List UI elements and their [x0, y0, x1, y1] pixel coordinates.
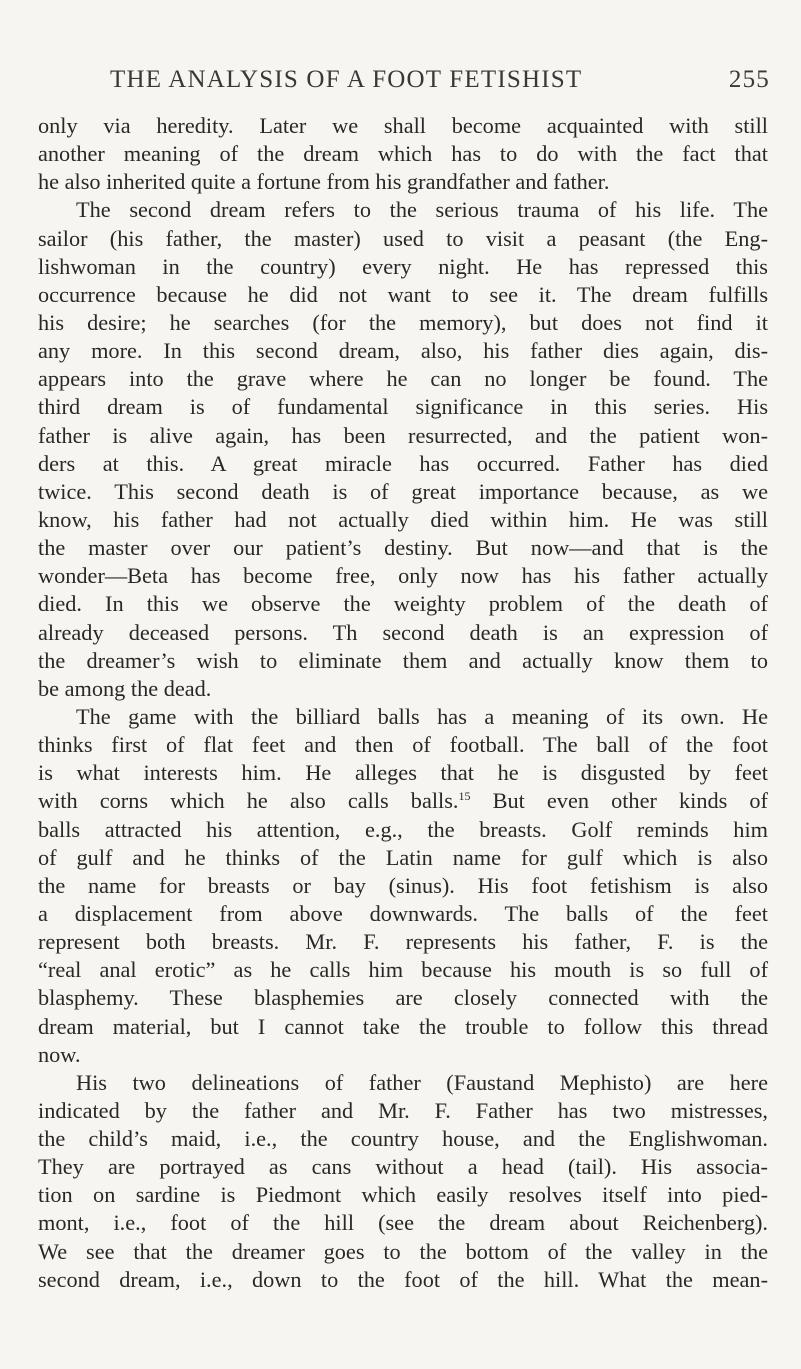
text-line-content: already deceased persons. Th second death is an expression of	[38, 619, 768, 645]
text-line-content: They are portrayed as cans without a head (tail). His associa-	[38, 1154, 768, 1180]
text-line-content: The game with the billiard balls has a meaning of its own. He	[76, 703, 768, 729]
text-line-content: thinks first of flat feet and then of football. The ball of the foot	[38, 732, 768, 758]
text-line	[38, 393, 768, 421]
text-line-content: We see that the dreamer goes to the bottom of the valley in the	[38, 1238, 768, 1264]
text-line	[38, 1266, 768, 1294]
text-line	[38, 112, 768, 140]
text-line	[38, 309, 768, 337]
text-line-content: third dream is of fundamental significance in this series. His	[38, 394, 768, 420]
text-line-content: now.	[38, 1041, 81, 1067]
text-line-content: twice. This second death is of great importance because, as we	[38, 478, 768, 504]
text-line	[38, 984, 768, 1012]
text-line	[38, 731, 768, 759]
text-line	[38, 253, 768, 281]
text-line-content: lishwoman in the country) every night. He has repressed this	[38, 253, 768, 279]
text-line	[38, 816, 768, 844]
text-line-content: be among the dead.	[38, 675, 212, 701]
text-line	[38, 590, 768, 618]
text-line-content: second dream, i.e., down to the foot of the hill. What the mean-	[38, 1266, 768, 1292]
text-line	[38, 1153, 768, 1181]
text-line	[38, 787, 768, 815]
text-line	[38, 506, 768, 534]
text-line-content: The second dream refers to the serious trauma of his life. The	[76, 197, 768, 223]
text-line-content: the name for breasts or bay (sinus). His foot fetishism is also	[38, 872, 768, 898]
text-line	[38, 1041, 768, 1069]
text-line-content: the master over our patient’s destiny. But now—and that is the	[38, 535, 768, 561]
text-line	[38, 1013, 768, 1041]
text-line	[38, 1181, 768, 1209]
text-line	[38, 450, 768, 478]
text-line	[38, 928, 768, 956]
text-line-content: a displacement from above downwards. The balls of the feet	[38, 900, 768, 926]
text-line	[38, 337, 768, 365]
text-line-content: his desire; he searches (for the memory), but does not find it	[38, 309, 768, 335]
text-line	[38, 281, 768, 309]
text-line-content: occurrence because he did not want to see it. The dream fulfills	[38, 281, 768, 307]
text-line-content: another meaning of the dream which has to do with the fact that	[38, 141, 768, 167]
text-line-content: indicated by the father and Mr. F. Father has two mistresses,	[38, 1097, 768, 1123]
text-line	[38, 900, 768, 928]
text-line-content: of gulf and he thinks of the Latin name for gulf which is also	[38, 844, 768, 870]
text-line	[38, 647, 768, 675]
text-line	[38, 703, 768, 731]
text-line	[38, 1097, 768, 1125]
text-line	[38, 619, 768, 647]
text-line-content: only via heredity. Later we shall become acquainted with still	[38, 113, 768, 138]
text-line-content: the child’s maid, i.e., the country house, and the Englishwoman.	[38, 1126, 768, 1152]
text-line	[38, 168, 768, 196]
text-line-content: is what interests him. He alleges that he is disgusted by feet	[38, 760, 768, 786]
text-line	[38, 140, 768, 168]
text-line-content: appears into the grave where he can no longer be found. The	[38, 366, 768, 392]
text-line-content: died. In this we observe the weighty problem of the death of	[38, 591, 768, 617]
text-line-content: father is alive again, has been resurrected, and the patient won-	[38, 422, 768, 448]
text-line-content: His two delineations of father (Faustand Mephisto) are here	[76, 1069, 768, 1095]
text-line-content: he also inherited quite a fortune from his grandfather and father.	[38, 169, 610, 195]
running-head	[110, 66, 770, 94]
text-line	[38, 478, 768, 506]
text-line	[38, 844, 768, 872]
text-line	[38, 872, 768, 900]
text-line-content: balls attracted his attention, e.g., the breasts. Golf reminds him	[38, 816, 768, 842]
text-line	[38, 1069, 768, 1097]
text-line	[38, 422, 768, 450]
text-line	[38, 1238, 768, 1266]
text-line	[38, 1209, 768, 1237]
text-line-content: the dreamer’s wish to eliminate them and actually know them to	[38, 647, 768, 673]
text-line-content: mont, i.e., foot of the hill (see the dream about Reichenberg).	[38, 1210, 768, 1236]
text-line-content: blasphemy. These blasphemies are closely connected with the	[38, 985, 768, 1011]
text-line-content: ders at this. A great miracle has occurred. Father has died	[38, 450, 768, 476]
text-line	[38, 956, 768, 984]
text-line-continuation: But even other kinds of	[470, 788, 768, 814]
body-text	[38, 112, 768, 1294]
text-line-content: represent both breasts. Mr. F. represents his father, F. is the	[38, 929, 768, 955]
text-line-content: any more. In this second dream, also, his father dies again, dis-	[38, 338, 768, 364]
text-line-content: wonder—Beta has become free, only now has his father actually	[38, 563, 768, 589]
footnote-marker: 15	[458, 789, 471, 804]
text-line	[38, 225, 768, 253]
text-line	[38, 759, 768, 787]
running-title: THE ANALYSIS OF A FOOT FETISHIST	[110, 66, 583, 93]
text-line	[38, 534, 768, 562]
text-line	[38, 562, 768, 590]
text-line-content: dream material, but I cannot take the trouble to follow this thread	[38, 1013, 768, 1039]
text-line-content: sailor (his father, the master) used to visit a peasant (the Eng-	[38, 225, 768, 251]
page-number: 255	[728, 66, 770, 93]
text-line-content: “real anal erotic” as he calls him because his mouth is so full of	[38, 957, 768, 983]
text-line	[38, 1125, 768, 1153]
text-line	[38, 675, 768, 703]
text-line-content: with corns which he also calls balls.	[38, 788, 459, 814]
text-line	[38, 365, 768, 393]
text-line-content: know, his father had not actually died within him. He was still	[38, 506, 768, 532]
text-line-content: tion on sardine is Piedmont which easily resolves itself into pied-	[38, 1182, 768, 1208]
text-line	[38, 196, 768, 224]
